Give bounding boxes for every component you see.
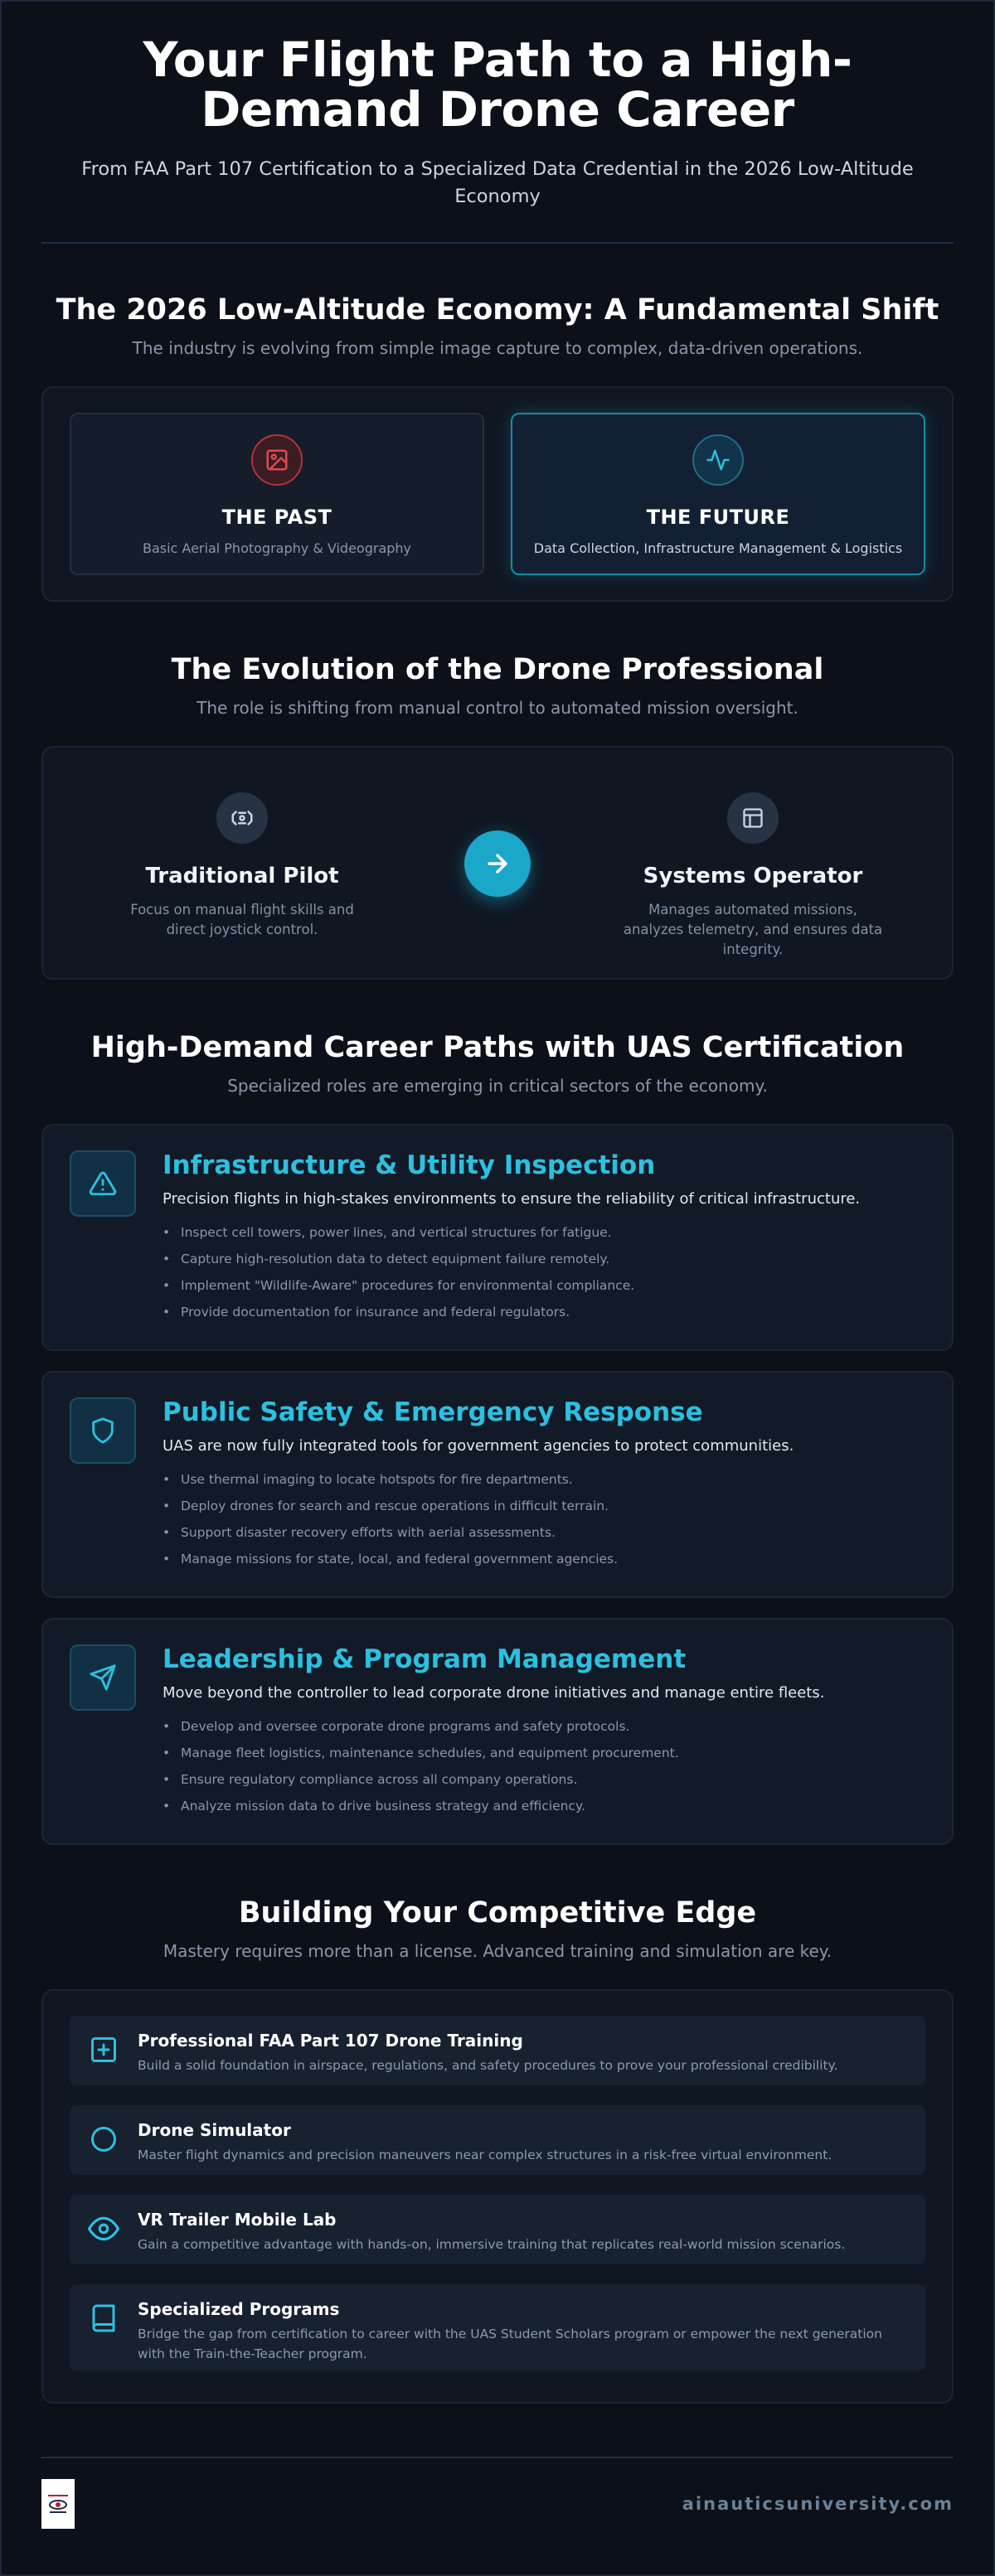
list-item: • Provide documentation for insurance and federal regulators. xyxy=(163,1299,860,1325)
page-subtitle: From FAA Part 107 Certification to a Specialized Data Credential in the 2026 Low-Altitude Economy xyxy=(81,158,914,207)
career-body xyxy=(163,1644,824,1818)
shift-title: The 2026 Low-Altitude Economy: A Fundamental Shift xyxy=(56,293,939,327)
footer xyxy=(41,2458,954,2549)
career-bullets xyxy=(163,1713,824,1819)
career-intro: Precision flights in high-stakes environments to ensure the reliability of critical infrastructure. xyxy=(163,1190,861,1208)
career-title: Public Safety & Emergency Response xyxy=(163,1397,703,1427)
list-item: • Deploy drones for search and rescue operations in difficult terrain. xyxy=(163,1493,794,1519)
edge-title: Professional FAA Part 107 Drone Training xyxy=(138,2031,523,2051)
eye-icon xyxy=(86,2211,121,2246)
edge-text xyxy=(138,2031,838,2075)
list-item: • Implement "Wildlife-Aware" procedures for environmental compliance. xyxy=(163,1272,860,1299)
evolution-panel xyxy=(41,746,954,980)
careers-section xyxy=(41,1031,954,1845)
evolution-title: The Evolution of the Drone Professional xyxy=(171,653,824,686)
plus-square-icon xyxy=(86,2032,121,2067)
past-label: THE PAST xyxy=(221,506,332,529)
systems-operator-title: Systems Operator xyxy=(643,864,863,889)
list-item: • Ensure regulatory compliance across all company operations. xyxy=(163,1766,824,1793)
future-desc: Data Collection, Infrastructure Management & Logistics xyxy=(533,540,903,556)
edge-section xyxy=(41,1896,954,2404)
edge-title: Drone Simulator xyxy=(138,2120,291,2140)
career-body xyxy=(163,1397,794,1571)
arrow-container xyxy=(408,792,587,897)
shield-icon xyxy=(70,1397,136,1464)
career-body xyxy=(163,1150,860,1324)
list-item: • Support disaster recovery efforts with aerial assessments. xyxy=(163,1519,794,1546)
career-card-leadership xyxy=(41,1618,954,1845)
future-label: THE FUTURE xyxy=(646,506,790,529)
header-divider xyxy=(41,242,954,244)
edge-item-simulator xyxy=(70,2105,925,2175)
list-item: • Inspect cell towers, power lines, and vertical structures for fatigue. xyxy=(163,1219,860,1246)
career-title: Leadership & Program Management xyxy=(163,1644,687,1674)
shift-panel xyxy=(41,386,954,602)
university-logo[interactable] xyxy=(41,2479,75,2529)
page-title: Your Flight Path to a High-Demand Drone Career xyxy=(143,31,852,138)
list-item: • Develop and oversee corporate drone programs and safety protocols. xyxy=(163,1713,824,1740)
evolution-section xyxy=(41,653,954,980)
career-bullets xyxy=(163,1466,794,1572)
activity-icon xyxy=(692,434,744,486)
edge-text xyxy=(138,2210,845,2254)
arrow-right-icon xyxy=(464,830,531,897)
past-card xyxy=(70,413,484,575)
edge-item-specialized xyxy=(70,2284,925,2370)
image-icon xyxy=(251,434,303,486)
warning-icon xyxy=(70,1150,136,1217)
send-icon xyxy=(70,1644,136,1711)
joystick-icon xyxy=(216,792,268,844)
traditional-pilot-card xyxy=(76,792,408,940)
careers-title: High-Demand Career Paths with UAS Certification xyxy=(90,1031,905,1064)
list-item: • Manage fleet logistics, maintenance schedules, and equipment procurement. xyxy=(163,1740,824,1766)
edge-desc: Gain a competitive advantage with hands-on, immersive training that replicates real-world mission scenarios. xyxy=(138,2237,846,2252)
shift-subtitle: The industry is evolving from simple image capture to complex, data-driven operations. xyxy=(132,338,863,358)
future-card xyxy=(511,413,925,575)
list-item: • Capture high-resolution data to detect equipment failure remotely. xyxy=(163,1246,860,1272)
edge-desc: Bridge the gap from certification to career with the UAS Student Scholars program or empower the next generation with the Train-the-Teacher program. xyxy=(138,2327,882,2361)
edge-item-vr-lab xyxy=(70,2195,925,2264)
list-item: • Analyze mission data to drive business strategy and efficiency. xyxy=(163,1793,824,1819)
edge-text xyxy=(138,2299,909,2364)
career-card-infrastructure xyxy=(41,1124,954,1351)
layout-icon xyxy=(727,792,779,844)
list-item: • Use thermal imaging to locate hotspots for fire departments. xyxy=(163,1466,794,1493)
careers-subtitle: Specialized roles are emerging in critical sectors of the economy. xyxy=(227,1076,768,1096)
traditional-pilot-desc: Focus on manual flight skills and direct joystick control. xyxy=(130,902,354,937)
edge-panel xyxy=(41,1989,954,2404)
edge-title: Building Your Competitive Edge xyxy=(238,1896,757,1930)
career-card-public-safety xyxy=(41,1371,954,1598)
edge-item-part107 xyxy=(70,2016,925,2085)
systems-operator-card xyxy=(587,792,919,960)
edge-desc: Build a solid foundation in airspace, regulations, and safety procedures to prove your professional credibility. xyxy=(138,2058,838,2073)
edge-subtitle: Mastery requires more than a license. Advanced training and simulation are key. xyxy=(163,1941,832,1961)
evolution-subtitle: The role is shifting from manual control to automated mission oversight. xyxy=(197,698,798,718)
site-url[interactable]: ainauticsuniversity.com xyxy=(682,2494,954,2514)
systems-operator-desc: Manages automated missions, analyzes telemetry, and ensures data integrity. xyxy=(623,902,883,957)
edge-desc: Master flight dynamics and precision maneuvers near complex structures in a risk-free virtual environment. xyxy=(138,2147,832,2162)
edge-title: VR Trailer Mobile Lab xyxy=(138,2210,337,2230)
book-icon xyxy=(86,2301,121,2336)
past-desc: Basic Aerial Photography & Videography xyxy=(142,540,412,556)
career-title: Infrastructure & Utility Inspection xyxy=(163,1150,656,1180)
career-intro: Move beyond the controller to lead corporate drone initiatives and manage entire fleets. xyxy=(163,1684,825,1702)
career-bullets xyxy=(163,1219,860,1325)
shift-section xyxy=(41,293,954,602)
career-intro: UAS are now fully integrated tools for government agencies to protect communities. xyxy=(163,1437,794,1455)
circle-icon xyxy=(86,2122,121,2157)
traditional-pilot-title: Traditional Pilot xyxy=(145,864,339,889)
list-item: • Manage missions for state, local, and federal government agencies. xyxy=(163,1546,794,1572)
edge-title: Specialized Programs xyxy=(138,2299,340,2319)
edge-text xyxy=(138,2120,832,2165)
hero-header xyxy=(41,2,954,211)
